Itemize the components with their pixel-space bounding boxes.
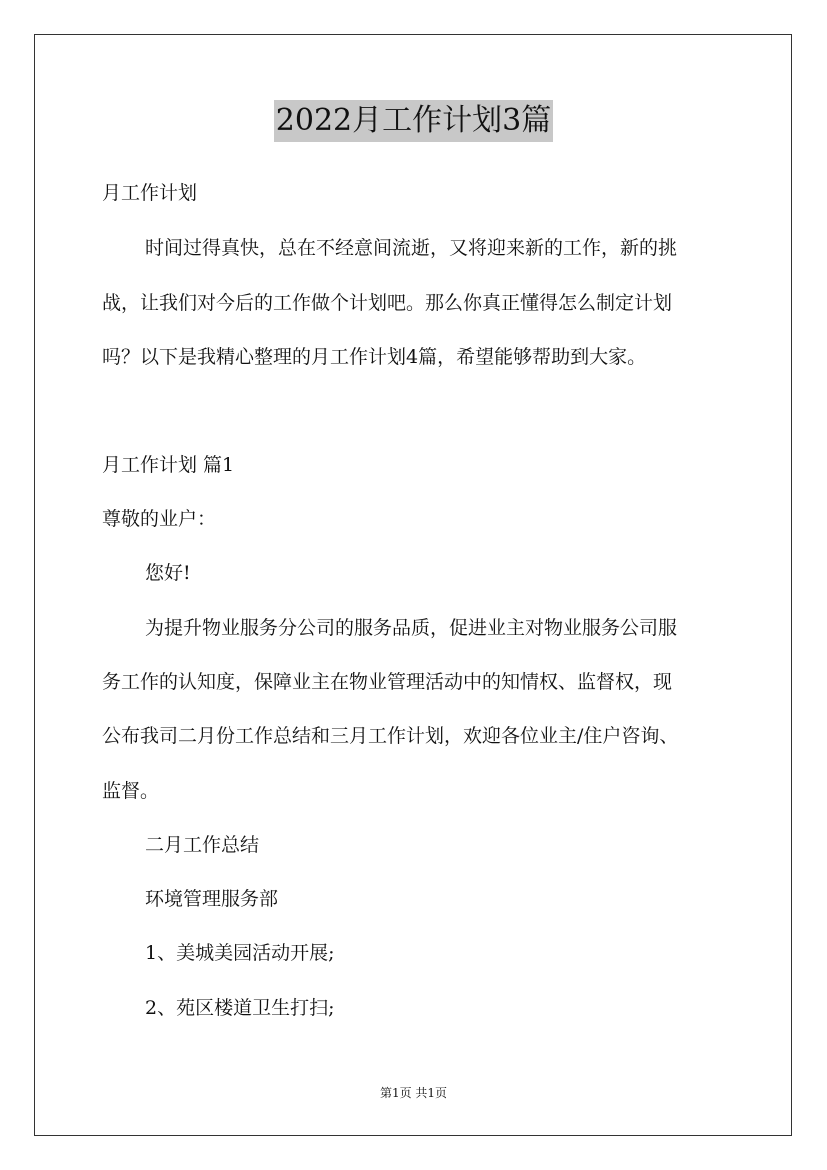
intro-line-2: 战，让我们对今后的工作做个计划吧。那么你真正懂得怎么制定计划 bbox=[102, 292, 673, 314]
title-wrap bbox=[0, 100, 827, 142]
section-heading: 月工作计划 篇1 bbox=[102, 454, 235, 476]
body-line-2: 务工作的认知度，保障业主在物业管理活动中的知情权、监督权，现 bbox=[102, 671, 673, 693]
salutation: 尊敬的业户： bbox=[102, 508, 217, 530]
intro-line-1: 时间过得真快，总在不经意间流逝，又将迎来新的工作，新的挑 bbox=[145, 237, 678, 259]
greeting: 您好! bbox=[145, 562, 191, 584]
body-line-1: 为提升物业服务分公司的服务品质，促进业主对物业服务公司服 bbox=[145, 617, 678, 639]
list-item: 2、苑区楼道卫生打扫; bbox=[145, 997, 335, 1019]
subheading-department: 环境管理服务部 bbox=[145, 888, 279, 910]
intro-heading: 月工作计划 bbox=[102, 182, 198, 204]
page-footer: 第1页 共1页 bbox=[379, 1086, 448, 1100]
document-title: 2022月工作计划3篇 bbox=[274, 100, 553, 142]
body-line-3: 公布我司二月份工作总结和三月工作计划，欢迎各位业主/住户咨询、 bbox=[102, 725, 679, 747]
subheading-summary: 二月工作总结 bbox=[145, 834, 260, 856]
intro-line-3: 吗？以下是我精心整理的月工作计划4篇，希望能够帮助到大家。 bbox=[102, 346, 647, 368]
body-line-4: 监督。 bbox=[102, 780, 160, 802]
list-item: 1、美城美园活动开展; bbox=[145, 942, 335, 964]
